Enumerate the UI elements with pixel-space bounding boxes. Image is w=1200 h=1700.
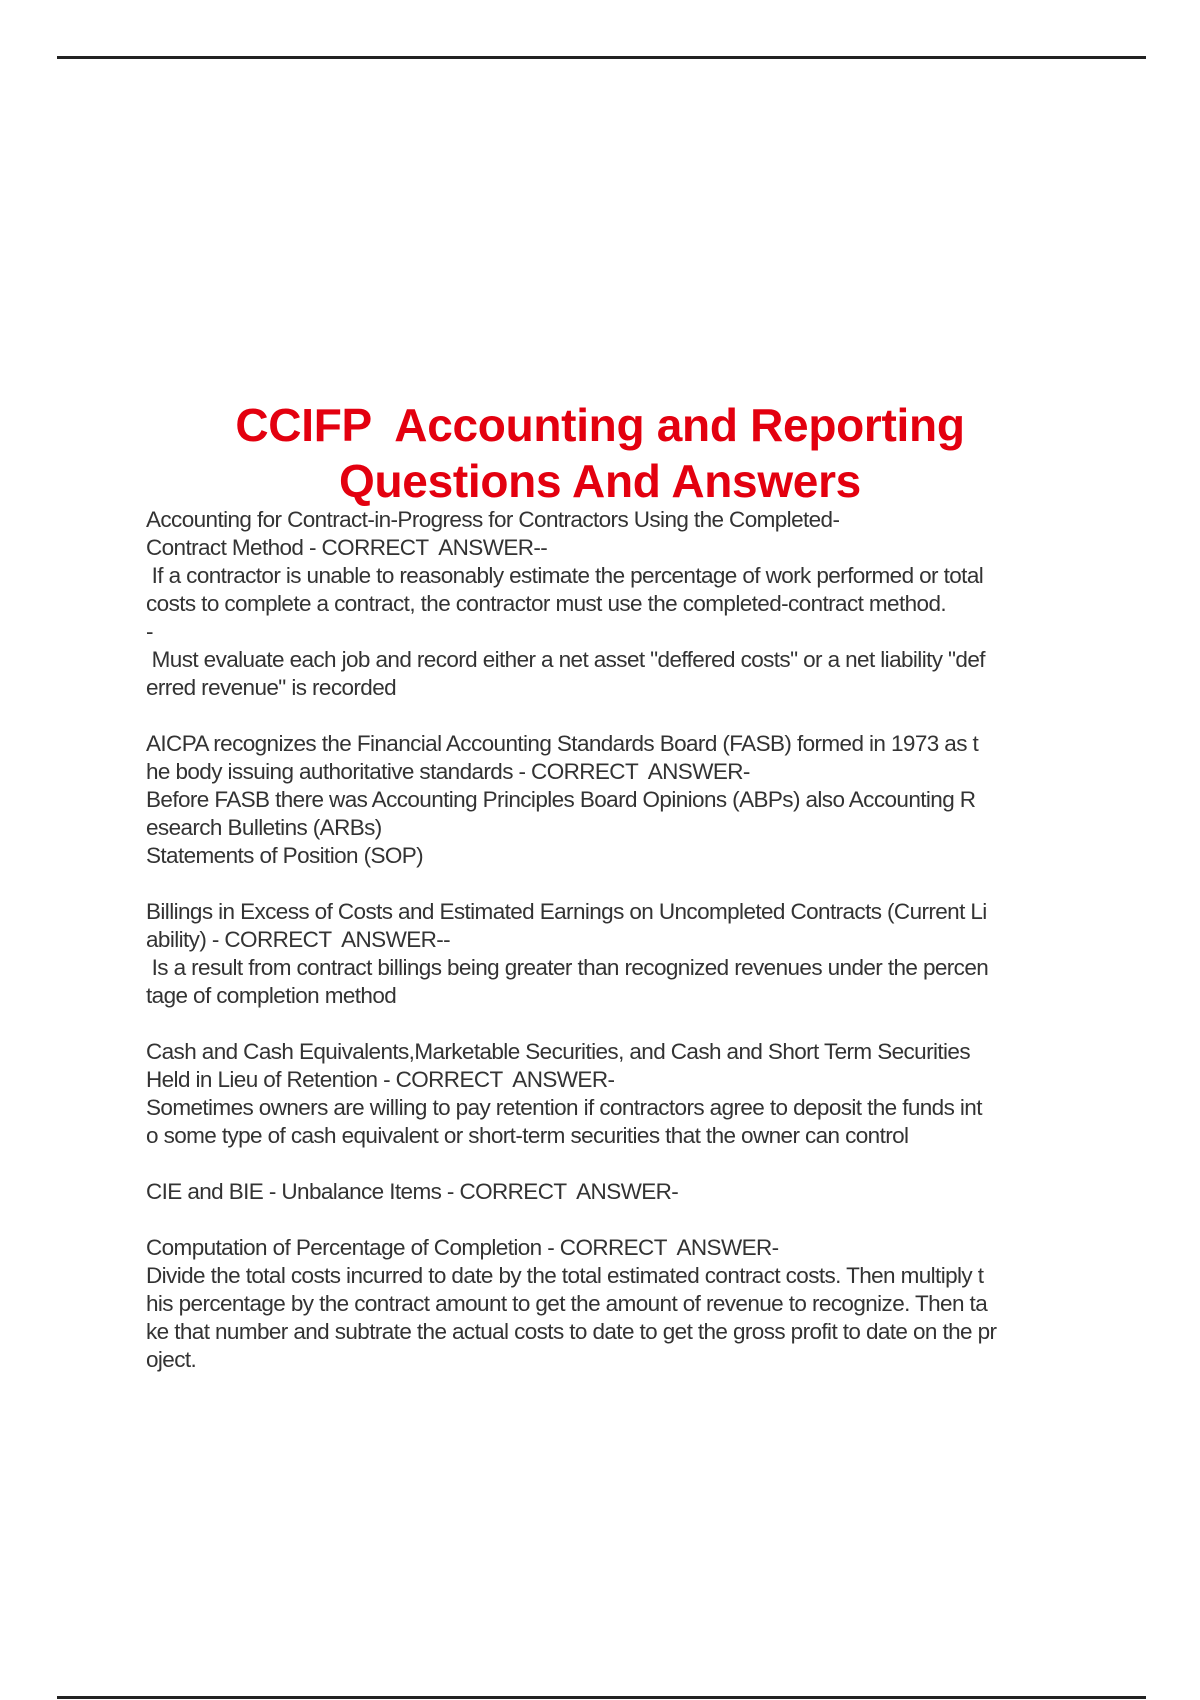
entry-line: costs to complete a contract, the contractor must use the completed-contract method. (146, 591, 947, 616)
title-line: Questions And Answers (339, 454, 861, 507)
entry-line: he body issuing authoritative standards - CORRECT ANSWER- (146, 759, 750, 784)
entry-line: o some type of cash equivalent or short-term securities that the owner can control (146, 1123, 909, 1148)
title-line: CCIFP Accounting and Reporting (235, 398, 965, 451)
entry-line: erred revenue" is recorded (146, 675, 397, 700)
entry-line: AICPA recognizes the Financial Accounting Standards Board (FASB) formed in 1973 as t (146, 731, 979, 756)
entry-line: Held in Lieu of Retention - CORRECT ANSWER- (146, 1067, 615, 1092)
entry-line: ability) - CORRECT ANSWER-- (146, 927, 451, 952)
document-title (0, 397, 1200, 509)
qa-entry (146, 506, 1106, 702)
entry-line: Cash and Cash Equivalents,Marketable Securities, and Cash and Short Term Securities (146, 1039, 970, 1064)
qa-content (146, 506, 1106, 1374)
header-rule (57, 56, 1146, 59)
qa-entry (146, 1178, 1106, 1206)
entry-line: If a contractor is unable to reasonably estimate the percentage of work performed or total (146, 563, 984, 588)
entry-line: Must evaluate each job and record either a net asset "deffered costs" or a net liability "def (146, 647, 985, 672)
entry-line: Before FASB there was Accounting Principles Board Opinions (ABPs) also Accounting R (146, 787, 976, 812)
entry-line: oject. (146, 1347, 197, 1372)
entry-spacer (146, 1206, 1106, 1234)
entry-spacer (146, 702, 1106, 730)
entry-line: Contract Method - CORRECT ANSWER-- (146, 535, 548, 560)
entry-line: CIE and BIE - Unbalance Items - CORRECT ANSWER- (146, 1179, 679, 1204)
entry-line: Divide the total costs incurred to date by the total estimated contract costs. Then multiply t (146, 1263, 984, 1288)
entry-line: Computation of Percentage of Completion - CORRECT ANSWER- (146, 1235, 779, 1260)
entry-line: ke that number and subtrate the actual costs to date to get the gross profit to date on the pr (146, 1319, 997, 1344)
entry-line: tage of completion method (146, 983, 397, 1008)
entry-line: esearch Bulletins (ARBs) (146, 815, 382, 840)
entry-line: Statements of Position (SOP) (146, 843, 424, 868)
entry-line: Sometimes owners are willing to pay retention if contractors agree to deposit the funds int (146, 1095, 982, 1120)
entry-line: Billings in Excess of Costs and Estimated Earnings on Uncompleted Contracts (Current Li (146, 899, 987, 924)
entry-line: Accounting for Contract-in-Progress for Contractors Using the Completed- (146, 507, 840, 532)
entry-spacer (146, 870, 1106, 898)
qa-entry (146, 730, 1106, 870)
qa-entry (146, 898, 1106, 1010)
entry-line: Is a result from contract billings being greater than recognized revenues under the percen (146, 955, 989, 980)
entry-line: his percentage by the contract amount to get the amount of revenue to recognize. Then ta (146, 1291, 988, 1316)
entry-spacer (146, 1010, 1106, 1038)
entry-spacer (146, 1150, 1106, 1178)
footer-rule (57, 1696, 1146, 1699)
qa-entry (146, 1234, 1106, 1374)
entry-line: - (146, 619, 153, 644)
qa-entry (146, 1038, 1106, 1150)
